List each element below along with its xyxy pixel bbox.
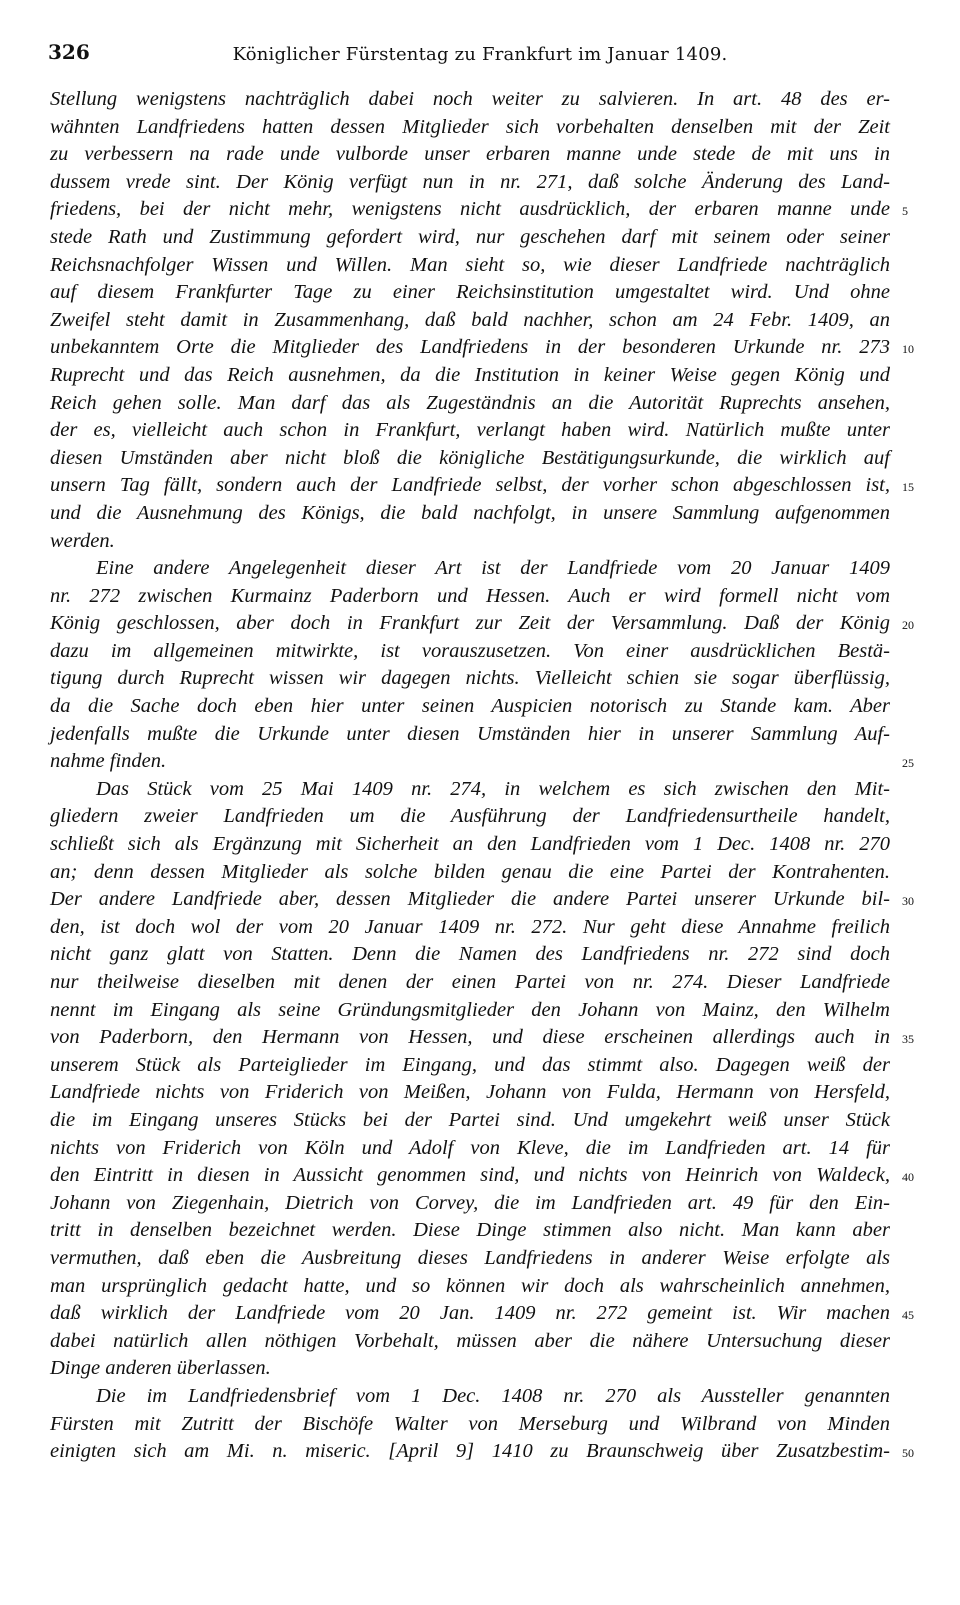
line-text: von Paderborn, den Hermann von Hessen, und diese erscheinen allerdings auch in <box>50 1026 890 1049</box>
text-line <box>50 169 890 197</box>
line-text: werden. <box>50 529 115 552</box>
text-line <box>50 583 890 611</box>
line-text: stede Rath und Zustimmung gefordert wird, nur geschehen darf mit seinem oder seiner <box>50 225 890 248</box>
text-line <box>50 141 890 169</box>
line-text: tigung durch Ruprecht wissen wir dagegen nichts. Vielleicht schien sie sogar überflüssig, <box>50 667 890 690</box>
margin-line-number: 40 <box>902 1170 914 1185</box>
line-text: unserem Stück als Parteiglieder im Eingang, und das stimmt also. Dagegen weiß der <box>50 1053 890 1076</box>
margin-line-number: 15 <box>902 480 914 495</box>
text-line <box>50 1300 914 1328</box>
text-line <box>50 1355 890 1383</box>
margin-line-number: 45 <box>902 1308 914 1323</box>
margin-line-number: 10 <box>902 342 914 357</box>
line-text: nr. 272 zwischen Kurmainz Paderborn und Hessen. Auch er wird formell nicht vom <box>50 584 890 607</box>
text-line <box>50 1107 890 1135</box>
line-text: Zweifel steht damit in Zusammenhang, daß bald nachher, schon am 24 Febr. 1409, an <box>50 308 890 331</box>
margin-line-number: 25 <box>902 756 914 771</box>
text-line <box>50 1383 890 1411</box>
text-line <box>50 86 890 114</box>
text-line <box>50 1328 890 1356</box>
line-text: diesen Umständen aber nicht bloß die königliche Bestätigungsurkunde, die wirklich auf <box>50 446 890 469</box>
line-text: König geschlossen, aber doch in Frankfurt zur Zeit der Versammlung. Daß der König <box>50 612 890 635</box>
text-line <box>50 776 890 804</box>
page-header <box>40 40 920 70</box>
text-line <box>50 500 890 528</box>
line-text: Eine andere Angelegenheit dieser Art ist der Landfriede vom 20 Januar 1409 <box>96 557 890 580</box>
line-text: Landfriede nichts von Friderich von Meißen, Johann von Fulda, Hermann von Hersfeld, <box>50 1081 890 1104</box>
text-line <box>50 803 890 831</box>
line-text: schließt sich als Ergänzung mit Sicherheit an den Landfrieden vom 1 Dec. 1408 nr. 270 <box>50 833 890 856</box>
text-line <box>50 886 914 914</box>
text-line <box>50 1438 914 1466</box>
line-text: nicht ganz glatt von Statten. Denn die Namen des Landfriedens nr. 272 sind doch <box>50 943 890 966</box>
line-text: Fürsten mit Zutritt der Bischöfe Walter von Merseburg und Wilbrand von Minden <box>50 1412 890 1435</box>
text-line <box>50 114 890 142</box>
line-text: Reich gehen solle. Man darf das als Zugeständnis an die Autorität Ruprechts ansehen, <box>50 391 890 414</box>
line-text: dabei natürlich allen nöthigen Vorbehalt, müssen aber die nähere Untersuchung dieser <box>50 1329 890 1352</box>
margin-line-number: 30 <box>902 894 914 909</box>
margin-line-number: 20 <box>902 618 914 633</box>
line-text: dazu im allgemeinen mitwirkte, ist vorauszusetzen. Von einer ausdrücklichen Bestä- <box>50 639 890 662</box>
text-line <box>50 196 908 224</box>
text-line <box>50 555 890 583</box>
text-line <box>50 997 890 1025</box>
line-text: Das Stück vom 25 Mai 1409 nr. 274, in welchem es sich zwischen den Mit- <box>96 777 890 800</box>
line-text: den Eintritt in diesen in Aussicht genommen sind, und nichts von Heinrich von Waldeck, <box>50 1164 890 1187</box>
line-text: jedenfalls mußte die Urkunde unter diesen Umständen hier in unserer Sammlung Auf- <box>50 722 890 745</box>
line-text: unsern Tag fällt, sondern auch der Landfriede selbst, der vorher schon abgeschlossen ist, <box>50 474 890 497</box>
text-line <box>50 1162 914 1190</box>
text-line <box>50 721 890 749</box>
text-line <box>50 859 890 887</box>
line-text: zu verbessern na rade unde vulborde unser erbaren manne unde stede de mit uns in <box>50 143 890 166</box>
text-line <box>50 445 890 473</box>
text-line <box>50 390 890 418</box>
text-line <box>50 528 890 556</box>
line-text: gliedern zweier Landfrieden um die Ausführung der Landfriedensurtheile handelt, <box>50 805 890 828</box>
page-number: 326 <box>48 40 90 64</box>
line-text: Reichsnachfolger Wissen und Willen. Man sieht so, wie dieser Landfriede nachträglich <box>50 253 890 276</box>
text-line <box>50 1079 890 1107</box>
text-line <box>50 417 890 445</box>
body-text <box>50 86 914 1466</box>
line-text: dussem vrede sint. Der König verfügt nun in nr. 271, daß solche Änderung des Land- <box>50 170 890 193</box>
text-line <box>50 665 890 693</box>
text-line <box>50 1135 890 1163</box>
line-text: wähnten Landfriedens hatten dessen Mitglieder sich vorbehalten denselben mit der Zeit <box>50 115 890 138</box>
line-text: Dinge anderen überlassen. <box>50 1357 271 1380</box>
text-line <box>50 1411 890 1439</box>
running-title: Königlicher Fürstentag zu Frankfurt im Januar 1409. <box>232 44 728 65</box>
margin-line-number: 50 <box>902 1446 914 1461</box>
line-text: Johann von Ziegenhain, Dietrich von Corvey, die im Landfrieden art. 49 für den Ein- <box>50 1191 890 1214</box>
line-text: daß wirklich der Landfriede vom 20 Jan. 1409 nr. 272 gemeint ist. Wir machen <box>50 1302 890 1325</box>
text-line <box>50 362 890 390</box>
line-text: Ruprecht und das Reich ausnehmen, da die Institution in keiner Weise gegen König und <box>50 363 890 386</box>
line-text: man ursprünglich gedacht hatte, und so können wir doch als wahrscheinlich annehmen, <box>50 1274 890 1297</box>
line-text: tritt in denselben bezeichnet werden. Diese Dinge stimmen also nicht. Man kann aber <box>50 1219 890 1242</box>
text-line <box>50 1052 890 1080</box>
line-text: friedens, bei der nicht mehr, wenigstens nicht ausdrücklich, der erbaren manne unde <box>50 198 890 221</box>
line-text: nur theilweise dieselben mit denen der einen Partei von nr. 274. Dieser Landfriede <box>50 971 890 993</box>
text-line <box>50 914 890 942</box>
text-line <box>50 941 890 969</box>
line-text: nichts von Friderich von Köln und Adolf von Kleve, die im Landfrieden art. 14 für <box>50 1136 890 1159</box>
text-line <box>50 1273 890 1301</box>
text-line <box>50 1217 890 1245</box>
line-text: vermuthen, daß eben die Ausbreitung dieses Landfriedens in anderer Weise erfolgte als <box>50 1246 890 1269</box>
line-text: da die Sache doch eben hier unter seinen Auspicien notorisch zu Stande kam. Aber <box>50 695 890 718</box>
line-text: die im Eingang unseres Stücks bei der Partei sind. Und umgekehrt weiß unser Stück <box>50 1108 890 1131</box>
margin-line-number: 5 <box>902 204 908 219</box>
text-line <box>50 831 890 859</box>
line-text: und die Ausnehmung des Königs, die bald nachfolgt, in unsere Sammlung aufgenommen <box>50 501 890 524</box>
margin-line-number: 35 <box>902 1032 914 1047</box>
line-text: an; denn dessen Mitglieder als solche bilden genau die eine Partei der Kontrahenten. <box>50 860 890 883</box>
line-text: den, ist doch wol der vom 20 Januar 1409 nr. 272. Nur geht diese Annahme freilich <box>50 915 890 938</box>
text-line <box>50 279 890 307</box>
line-text: Der andere Landfriede aber, dessen Mitglieder die andere Partei unserer Urkunde bil- <box>50 888 890 911</box>
line-text: unbekanntem Orte die Mitglieder des Landfriedens in der besonderen Urkunde nr. 273 <box>50 336 890 359</box>
text-line <box>50 969 890 997</box>
text-line <box>50 1245 890 1273</box>
text-line <box>50 638 890 666</box>
text-line <box>50 224 890 252</box>
text-line <box>50 472 914 500</box>
line-text: nennt im Eingang als seine Gründungsmitglieder den Johann von Mainz, den Wilhelm <box>50 998 890 1021</box>
text-line <box>50 748 914 776</box>
line-text: auf diesem Frankfurter Tage zu einer Reichsinstitution umgestaltet wird. Und ohne <box>50 281 890 304</box>
text-line <box>50 693 890 721</box>
line-text: nahme finden. <box>50 750 167 773</box>
text-line <box>50 307 890 335</box>
line-text: einigten sich am Mi. n. miseric. [April 9] 1410 zu Braunschweig über Zusatzbestim- <box>50 1440 890 1463</box>
text-line <box>50 1190 890 1218</box>
text-line <box>50 252 890 280</box>
line-text: der es, vielleicht auch schon in Frankfurt, verlangt haben wird. Natürlich mußte unter <box>50 419 890 442</box>
text-line <box>50 1024 914 1052</box>
text-line <box>50 610 914 638</box>
text-line <box>50 334 914 362</box>
line-text: Stellung wenigstens nachträglich dabei noch weiter zu salvieren. In art. 48 des er- <box>50 88 890 110</box>
line-text: Die im Landfriedensbrief vom 1 Dec. 1408 nr. 270 als Aussteller genannten <box>96 1384 890 1407</box>
